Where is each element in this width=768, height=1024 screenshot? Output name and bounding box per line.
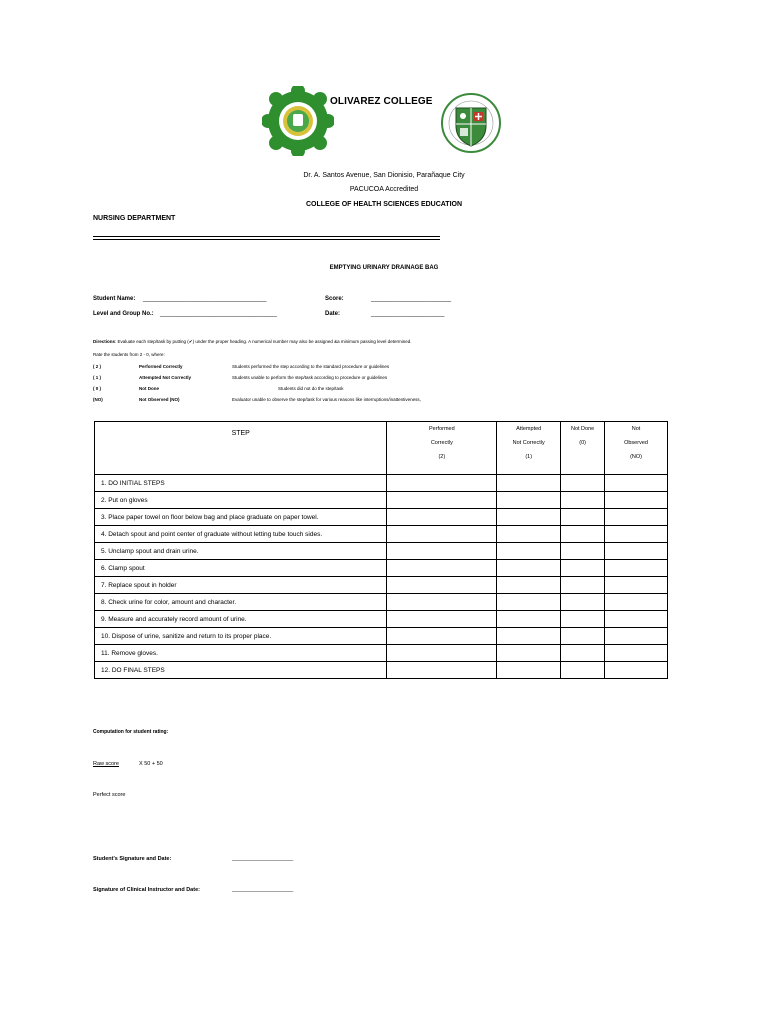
not-done-cell[interactable] — [561, 475, 605, 492]
performed-cell[interactable] — [387, 475, 497, 492]
student-name-field[interactable]: _____________________________________ — [143, 296, 267, 302]
header-not-done — [561, 422, 605, 475]
not-observed-cell[interactable] — [605, 628, 668, 645]
table-row — [95, 475, 668, 492]
perfect-score-label: Perfect score — [93, 792, 126, 798]
table-row — [95, 509, 668, 526]
college-address: Dr. A. Santos Avenue, San Dionisio, Parañaque City — [303, 172, 465, 179]
attempted-cell[interactable] — [497, 645, 561, 662]
header-text: (NO) — [630, 454, 642, 460]
step-text: 6. Clamp spout — [95, 560, 387, 577]
performed-cell[interactable] — [387, 628, 497, 645]
rating-name: Not Observed (NO) — [139, 397, 180, 402]
attempted-cell[interactable] — [497, 594, 561, 611]
table-row — [95, 645, 668, 662]
rating-desc: Students performed the step according to the standard procedure or guidelines — [232, 364, 390, 369]
college-title: COLLEGE OF HEALTH SCIENCES EDUCATION — [305, 201, 463, 208]
not-observed-cell[interactable] — [605, 594, 668, 611]
header-text: Not — [631, 426, 641, 432]
attempted-cell[interactable] — [497, 577, 561, 594]
performed-cell[interactable] — [387, 645, 497, 662]
table-row — [95, 611, 668, 628]
header-not-observed — [605, 422, 668, 475]
not-done-cell[interactable] — [561, 628, 605, 645]
not-observed-cell[interactable] — [605, 662, 668, 679]
level-group-field[interactable]: ___________________________________ — [160, 311, 277, 317]
rating-name: Not Done — [139, 386, 159, 391]
college-name: OLIVAREZ COLLEGE — [330, 96, 433, 107]
header-text: Observed — [624, 440, 648, 446]
attempted-cell[interactable] — [497, 543, 561, 560]
department-title: NURSING DEPARTMENT — [93, 215, 176, 222]
performed-cell[interactable] — [387, 526, 497, 543]
not-done-cell[interactable] — [561, 492, 605, 509]
header-text: Performed — [428, 426, 455, 432]
rating-name: Performed Correctly — [139, 364, 183, 369]
rating-name: Attempted Not Correctly — [139, 375, 192, 380]
performed-cell[interactable] — [387, 577, 497, 594]
performed-cell[interactable] — [387, 509, 497, 526]
table-header-row — [95, 422, 668, 475]
attempted-cell[interactable] — [497, 526, 561, 543]
step-text: 10. Dispose of urine, sanitize and return to its proper place. — [95, 628, 387, 645]
score-label: Score: — [325, 296, 344, 302]
date-label: Date: — [325, 311, 341, 317]
performed-cell[interactable] — [387, 594, 497, 611]
document-title: EMPTYING URINARY DRAINAGE BAG — [329, 265, 439, 271]
directions-label: Directions — [93, 339, 116, 344]
raw-score-label: Raw score — [93, 761, 119, 767]
rating-formula: X 50 + 50 — [139, 761, 163, 767]
table-row — [95, 662, 668, 679]
table-row — [95, 594, 668, 611]
student-name-label: Student Name: — [93, 296, 136, 302]
step-text: 1. DO INITIAL STEPS — [95, 475, 387, 492]
olivarez-college-seal-icon — [262, 86, 334, 156]
not-observed-cell[interactable] — [605, 526, 668, 543]
computation-label: Computation for student rating: — [93, 729, 169, 735]
attempted-cell[interactable] — [497, 662, 561, 679]
not-observed-cell[interactable] — [605, 645, 668, 662]
header-text: Attempted — [516, 426, 542, 432]
level-group-label: Level and Group No.: — [93, 311, 154, 317]
student-signature-label: Student's Signature and Date: — [93, 856, 172, 862]
rating-code: ( 0 ) — [93, 386, 102, 391]
step-text: 12. DO FINAL STEPS — [95, 662, 387, 679]
attempted-cell[interactable] — [497, 560, 561, 577]
attempted-cell[interactable] — [497, 628, 561, 645]
attempted-cell[interactable] — [497, 475, 561, 492]
not-observed-cell[interactable] — [605, 509, 668, 526]
rate-instruction: Rate the students from 2 - 0, where: — [93, 352, 165, 357]
step-text: 2. Put on gloves — [95, 492, 387, 509]
not-observed-cell[interactable] — [605, 577, 668, 594]
header-text: Correctly — [430, 440, 453, 446]
header-performed — [387, 422, 497, 475]
table-row — [95, 628, 668, 645]
evaluation-table — [94, 421, 668, 679]
table-row — [95, 526, 668, 543]
header-text: (1) — [525, 454, 533, 460]
step-text: 7. Replace spout in holder — [95, 577, 387, 594]
header-text: (0) — [579, 440, 586, 446]
header-text: Not Correctly — [512, 440, 545, 446]
step-text: 4. Detach spout and point center of graduate without letting tube touch sides. — [95, 526, 387, 543]
header-attempted — [497, 422, 561, 475]
attempted-cell[interactable] — [497, 509, 561, 526]
not-observed-cell[interactable] — [605, 492, 668, 509]
table-row — [95, 577, 668, 594]
not-done-cell[interactable] — [561, 611, 605, 628]
not-done-cell[interactable] — [561, 543, 605, 560]
table-row — [95, 560, 668, 577]
directions — [93, 339, 411, 345]
not-observed-cell[interactable] — [605, 611, 668, 628]
directions-text: : Evaluate each step/task by putting (✔) under the proper heading. A numerical number may also be assigned &a minimum passing level determined. — [115, 339, 412, 344]
header-divider — [93, 236, 440, 240]
not-done-cell[interactable] — [561, 509, 605, 526]
not-done-cell[interactable] — [561, 577, 605, 594]
step-text: 11. Remove gloves. — [95, 645, 387, 662]
not-observed-cell[interactable] — [605, 560, 668, 577]
not-observed-cell[interactable] — [605, 475, 668, 492]
performed-cell[interactable] — [387, 560, 497, 577]
student-signature-field[interactable]: ____________________ — [232, 856, 294, 862]
rating-code: ( 1 ) — [93, 375, 102, 380]
not-done-cell[interactable] — [561, 645, 605, 662]
attempted-cell[interactable] — [497, 611, 561, 628]
not-done-cell[interactable] — [561, 526, 605, 543]
step-text: 9. Measure and accurately record amount of urine. — [95, 611, 387, 628]
rating-code: (NO) — [93, 397, 103, 402]
header-text: Not Done — [570, 426, 595, 432]
table-row — [95, 543, 668, 560]
attempted-cell[interactable] — [497, 492, 561, 509]
date-field[interactable]: ______________________ — [371, 311, 445, 317]
rating-desc: Students did not do the step/task — [278, 386, 344, 391]
accreditation: PACUCOA Accredited — [349, 186, 419, 193]
not-done-cell[interactable] — [561, 594, 605, 611]
rating-code: ( 2 ) — [93, 364, 102, 369]
rating-desc: Students unable to perform the step/task according to procedure or guidelines — [232, 375, 388, 380]
not-done-cell[interactable] — [561, 560, 605, 577]
instructor-signature-label: Signature of Clinical Instructor and Date: — [93, 887, 200, 893]
performed-cell[interactable] — [387, 611, 497, 628]
step-text: 8. Check urine for color, amount and character. — [95, 594, 387, 611]
not-done-cell[interactable] — [561, 662, 605, 679]
performed-cell[interactable] — [387, 543, 497, 560]
table-row — [95, 492, 668, 509]
performed-cell[interactable] — [387, 662, 497, 679]
not-observed-cell[interactable] — [605, 543, 668, 560]
header-text: (2) — [438, 454, 446, 460]
instructor-signature-field[interactable]: ____________________ — [232, 887, 294, 893]
score-field[interactable]: ________________________ — [371, 296, 452, 302]
performed-cell[interactable] — [387, 492, 497, 509]
health-sciences-shield-icon — [436, 92, 506, 154]
step-text: 5. Unclamp spout and drain urine. — [95, 543, 387, 560]
step-text: 3. Place paper towel on floor below bag and place graduate on paper towel. — [95, 509, 387, 526]
header-step: STEP — [95, 422, 387, 475]
rating-desc: Evaluator unable to observe the step/task for various reasons like interruptions/inattentiveness, — [232, 397, 421, 402]
